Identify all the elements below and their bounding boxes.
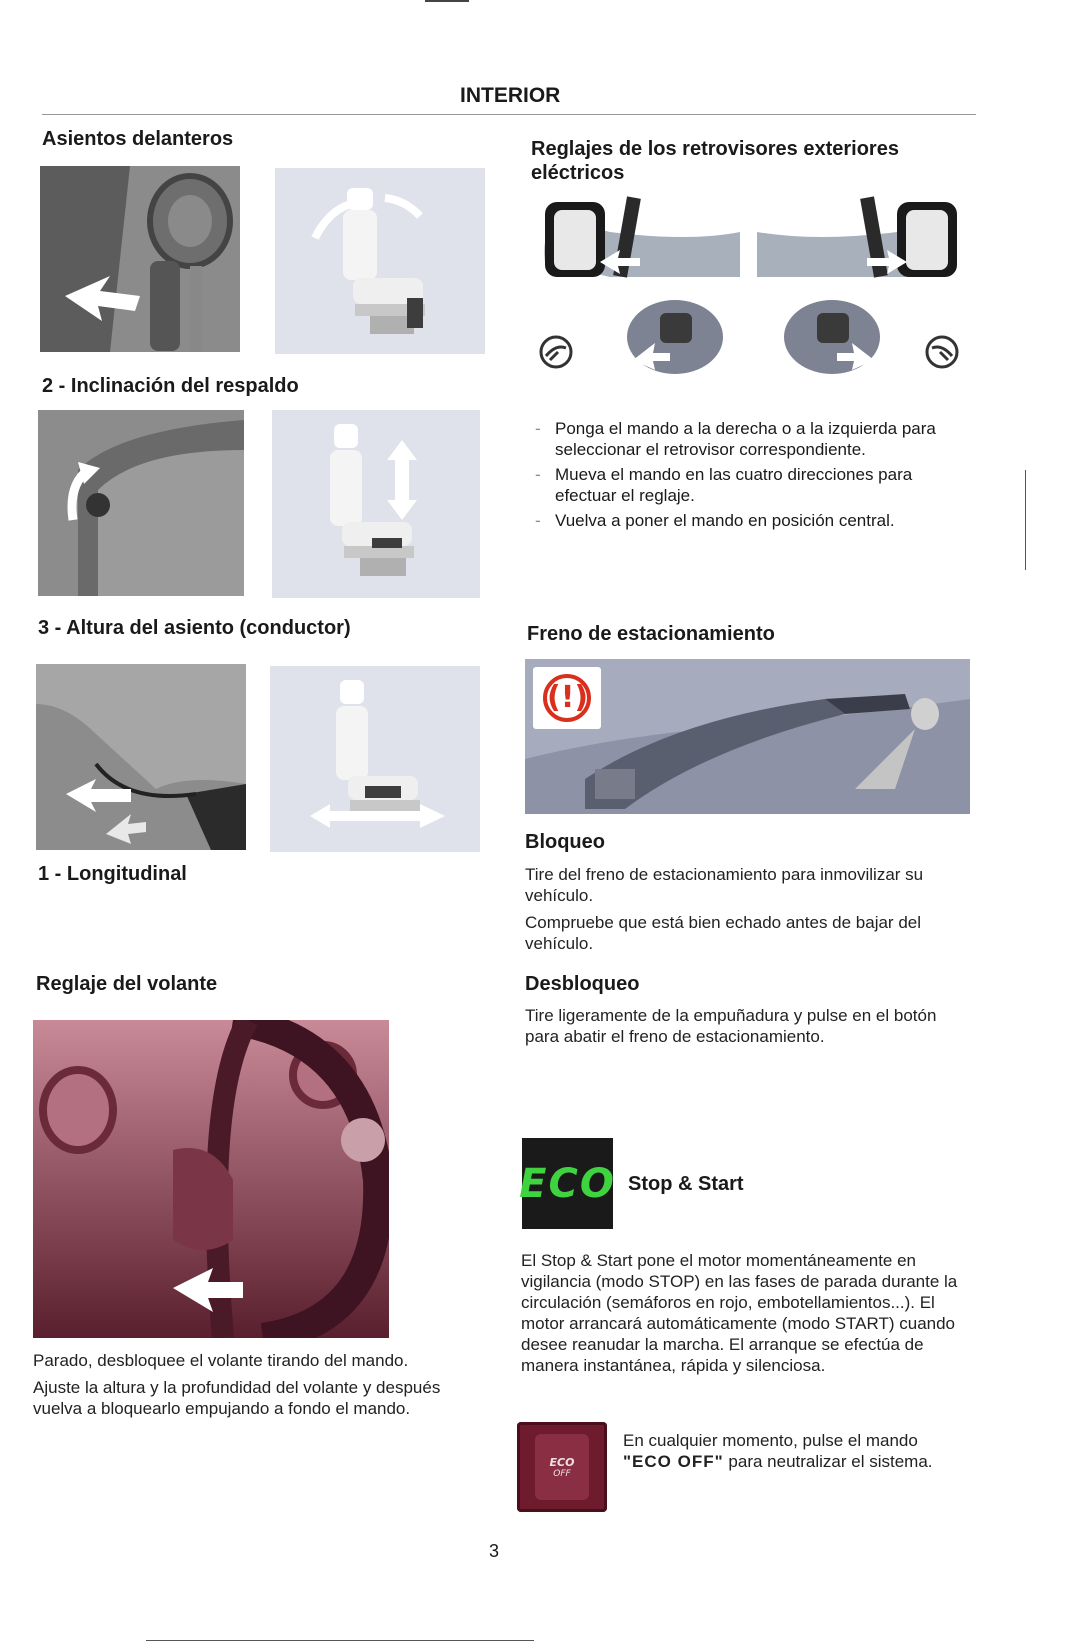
unlock-title: Desbloqueo	[525, 973, 640, 995]
unlock-text-1: Tire ligeramente de la empuñadura y pulse en el botón para abatir el freno de estacionamiento.	[525, 1006, 937, 1046]
seat-longitudinal-diagram	[270, 666, 480, 852]
eco-off-button	[517, 1422, 607, 1512]
mirror-left-photo	[540, 192, 752, 284]
page-number: 3	[489, 1541, 500, 1561]
eco-off-text-2: para neutralizar el sistema.	[728, 1452, 933, 1471]
eco-off-bold: "ECO OFF"	[623, 1452, 724, 1471]
header-rule	[42, 114, 976, 115]
mirrors-title: Reglajes de los retrovisores exteriores eléctricos	[531, 138, 899, 184]
steering-wheel-photo	[33, 1020, 389, 1338]
seat-recline-photo	[38, 410, 244, 596]
recline-caption: 2 - Inclinación del respaldo	[42, 375, 299, 397]
lock-text-1: Tire del freno de estacionamiento para inmovilizar su vehículo.	[525, 865, 924, 905]
brake-warning-icon	[533, 667, 601, 729]
mirrors-instructions	[525, 418, 965, 535]
eco-off-button-bottom: OFF	[553, 1468, 571, 1479]
eco-off-button-face	[535, 1434, 589, 1500]
seats-title: Asientos delanteros	[42, 128, 234, 150]
brake-warning-symbol: (!)	[543, 674, 591, 722]
stop-start-title: Stop & Start	[628, 1173, 744, 1195]
eco-off-button-top: ECO	[549, 1455, 575, 1469]
mirror-control-right-photo	[782, 298, 882, 376]
top-mark	[425, 0, 469, 2]
list-item: - Vuelva a poner el mando en posición central.	[525, 510, 965, 531]
footer-rule	[146, 1640, 534, 1641]
steering-text-1: Parado, desbloquee el volante tirando del mando.	[33, 1351, 409, 1370]
list-item: - Mueva el mando en las cuatro direcciones para efectuar el reglaje.	[525, 464, 965, 506]
eco-off-text-1: En cualquier momento, pulse el mando	[623, 1431, 918, 1450]
mirror-left-icon	[538, 334, 574, 370]
mirror-right-icon	[924, 334, 960, 370]
eco-indicator	[519, 1138, 616, 1229]
stop-start-text: El Stop & Start pone el motor momentáneamente en vigilancia (modo STOP) en las fases de parada durante la circulación (semáforos en rojo, embotellamientos...). El motor arrancará automáticamente (modo START) cuando desee reanudar la marcha. El arranque se efectúa de manera instantánea, rápida y silenciosa.	[521, 1251, 958, 1375]
height-caption: 3 - Altura del asiento (conductor)	[38, 617, 351, 639]
mirror-control-left-photo	[625, 298, 725, 376]
seat-lever-photo	[40, 166, 240, 352]
seat-longitudinal-photo	[36, 664, 246, 850]
longitudinal-caption: 1 - Longitudinal	[38, 863, 187, 885]
list-item: - Ponga el mando a la derecha o a la izquierda para seleccionar el retrovisor correspondiente.	[525, 418, 965, 460]
eco-indicator-label: ECO	[519, 1160, 616, 1207]
right-edge-mark	[1025, 470, 1026, 570]
steering-title: Reglaje del volante	[36, 973, 218, 995]
mirror-right-photo	[757, 192, 961, 284]
seat-recline-diagram	[275, 168, 485, 354]
seat-height-diagram	[272, 410, 480, 598]
lock-text-2: Compruebe que está bien echado antes de bajar del vehículo.	[525, 913, 922, 953]
page-title: INTERIOR	[460, 84, 561, 107]
steering-text-2: Ajuste la altura y la profundidad del volante y después vuelva a bloquearlo empujando a fondo el mando.	[33, 1378, 441, 1418]
parking-brake-title: Freno de estacionamiento	[527, 623, 775, 645]
lock-title: Bloqueo	[525, 831, 605, 853]
eco-off-text	[623, 1430, 963, 1472]
